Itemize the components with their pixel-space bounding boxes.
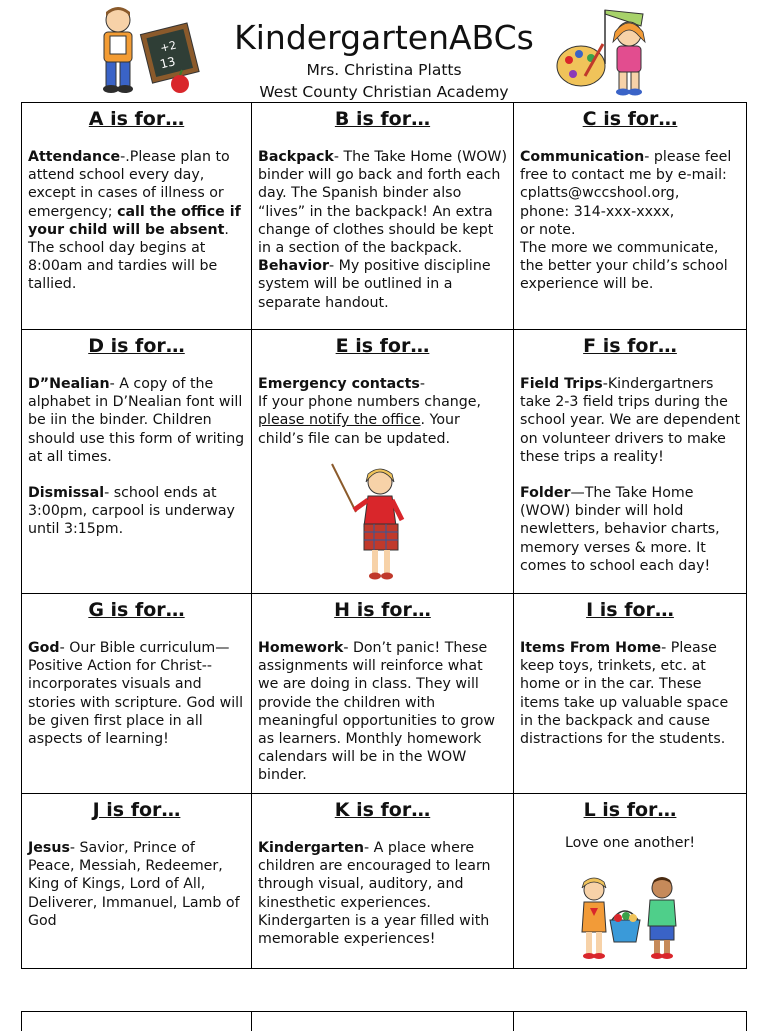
term-field-trips: Field Trips <box>520 376 603 392</box>
cell-h <box>251 593 514 794</box>
cell-j <box>21 793 252 969</box>
body-text: - A copy of the alphabet in D’Nealian font will be iin the binder. Children should use this form of writing at all times. <box>28 376 245 465</box>
abc-grid <box>21 102 747 969</box>
next-table-cell <box>21 1011 252 1031</box>
cell-g <box>21 593 252 794</box>
cell-heading: B is for… <box>334 108 431 130</box>
term-god: God <box>28 640 60 656</box>
cell-body <box>520 375 740 466</box>
svg-text:13: 13 <box>158 54 177 72</box>
next-table-cell <box>251 1011 514 1031</box>
school-name: West County Christian Academy <box>259 83 509 101</box>
term-dismissal: Dismissal <box>28 485 105 502</box>
teacher-name: Mrs. Christina Platts <box>306 61 462 79</box>
body-text: - Savior, Prince of Peace, Messiah, Redeemer, King of Kings, Lord of All, Deliverer, Immanuel, Lamb of God <box>28 840 240 929</box>
cell-heading: J is for… <box>92 799 181 821</box>
cell-body <box>28 639 245 748</box>
term-backpack: Backpack <box>258 149 334 165</box>
cell-heading: E is for… <box>335 335 430 357</box>
cell-body <box>28 839 245 930</box>
body-text: - My positive discipline system will be outlined in a separate handout. <box>258 258 491 311</box>
cell-a <box>21 102 252 330</box>
cell-heading: D is for… <box>88 335 185 357</box>
term-attendance: Attendance <box>28 149 121 165</box>
body-text: or note. <box>520 221 576 238</box>
body-text: - school ends at 3:00pm, carpool is underway until 3:15pm. <box>28 485 235 538</box>
body-text: - Our Bible curriculum—Positive Action for Christ-- incorporates visuals and stories with scripture. God will be given first place in all aspects of learning! <box>28 640 244 748</box>
cell-body <box>28 375 245 466</box>
cell-body <box>520 639 740 748</box>
page-header <box>0 0 768 102</box>
cell-body <box>28 484 245 539</box>
cell-e <box>251 329 514 594</box>
term-folder: Folder <box>520 485 571 502</box>
phone-text: phone: 314-xxx-xxxx, <box>520 203 675 220</box>
underlined-text: please notify the office <box>258 412 421 429</box>
cell-b <box>251 102 514 330</box>
cell-heading: I is for… <box>586 599 674 621</box>
body-text: - The Take Home (WOW) binder will go back and forth each day. The Spanish binder also “lives” in the backpack! An extra change of clothes should be kept in a section of the backpack. <box>258 149 507 257</box>
body-text: - <box>419 376 425 392</box>
next-table-cell <box>513 1011 747 1031</box>
cell-body: Love one another! <box>564 835 696 851</box>
term-homework: Homework <box>258 640 344 656</box>
body-text: . Your child’s file can be updated. <box>258 412 460 447</box>
cell-heading: L is for… <box>583 799 677 821</box>
cell-l <box>513 793 747 969</box>
term-kindergarten: Kindergarten <box>258 840 364 856</box>
body-text: If your phone numbers change, <box>258 394 482 411</box>
cell-body <box>258 639 507 785</box>
cell-heading: C is for… <box>582 108 678 130</box>
teacher-pointer-icon <box>330 460 420 585</box>
cell-i <box>513 593 747 794</box>
term-communication: Communication <box>520 149 645 165</box>
kids-basket-icon <box>570 876 690 964</box>
cell-body <box>28 148 245 294</box>
cell-body <box>258 839 507 948</box>
cell-body <box>520 484 740 575</box>
body-text: - Don’t panic! These assignments will reinforce what we are doing in class. They will provide the children with meaningful opportunities to grow as learners. Monthly homework calendars will be in the WOW binder. <box>258 640 496 784</box>
term-emergency-contacts: Emergency contacts <box>258 376 420 392</box>
body-text: - please feel free to contact me by e-mail: <box>520 149 732 184</box>
term-items-from-home: Items From Home <box>520 640 662 656</box>
cell-c <box>513 102 747 330</box>
term-jesus: Jesus <box>28 840 70 856</box>
cell-body <box>258 148 507 312</box>
cell-f <box>513 329 747 594</box>
cell-heading: F is for… <box>583 335 677 357</box>
body-text: -.Please plan to attend school every day, except in cases of illness or emergency; <box>28 149 230 220</box>
cell-heading: H is for… <box>334 599 431 621</box>
term-behavior: Behavior <box>258 258 329 275</box>
body-text: -Kindergartners take 2-3 field trips during the school year. We are dependent on volunteer drivers to make these trips a reality! <box>520 376 741 465</box>
cell-body <box>258 375 507 448</box>
svg-text:+2: +2 <box>158 38 178 55</box>
body-text: - A place where children are encouraged to learn through visual, auditory, and kinesthetic experiences. Kindergarten is a year filled with memorable experiences! <box>258 840 491 948</box>
body-text: The more we communicate, the better your child’s school experience will be. <box>520 240 728 293</box>
body-text: —The Take Home (WOW) binder will hold newletters, behavior charts, memory verses & more. It comes to school each day! <box>520 485 720 574</box>
body-text: . The school day begins at 8:00am and tardies will be tallied. <box>28 221 229 293</box>
email-text: cplatts@wccshool.org, <box>520 185 680 202</box>
cell-heading: G is for… <box>88 599 185 621</box>
term-dnealian: D”Nealian <box>28 376 110 392</box>
cell-d <box>21 329 252 594</box>
girl-paint-palette-icon <box>555 4 665 98</box>
cell-body <box>520 148 740 294</box>
cell-heading: K is for… <box>334 799 431 821</box>
cell-k <box>251 793 514 969</box>
body-text: - Please keep toys, trinkets, etc. at home or in the car. These items take up valuable space in the backpack and cause distractions for the students. <box>520 640 729 748</box>
page-title: KindergartenABCs <box>234 18 534 57</box>
emphasis-text: call the office if your child will be absent <box>28 203 241 238</box>
cell-heading: A is for… <box>88 108 185 130</box>
